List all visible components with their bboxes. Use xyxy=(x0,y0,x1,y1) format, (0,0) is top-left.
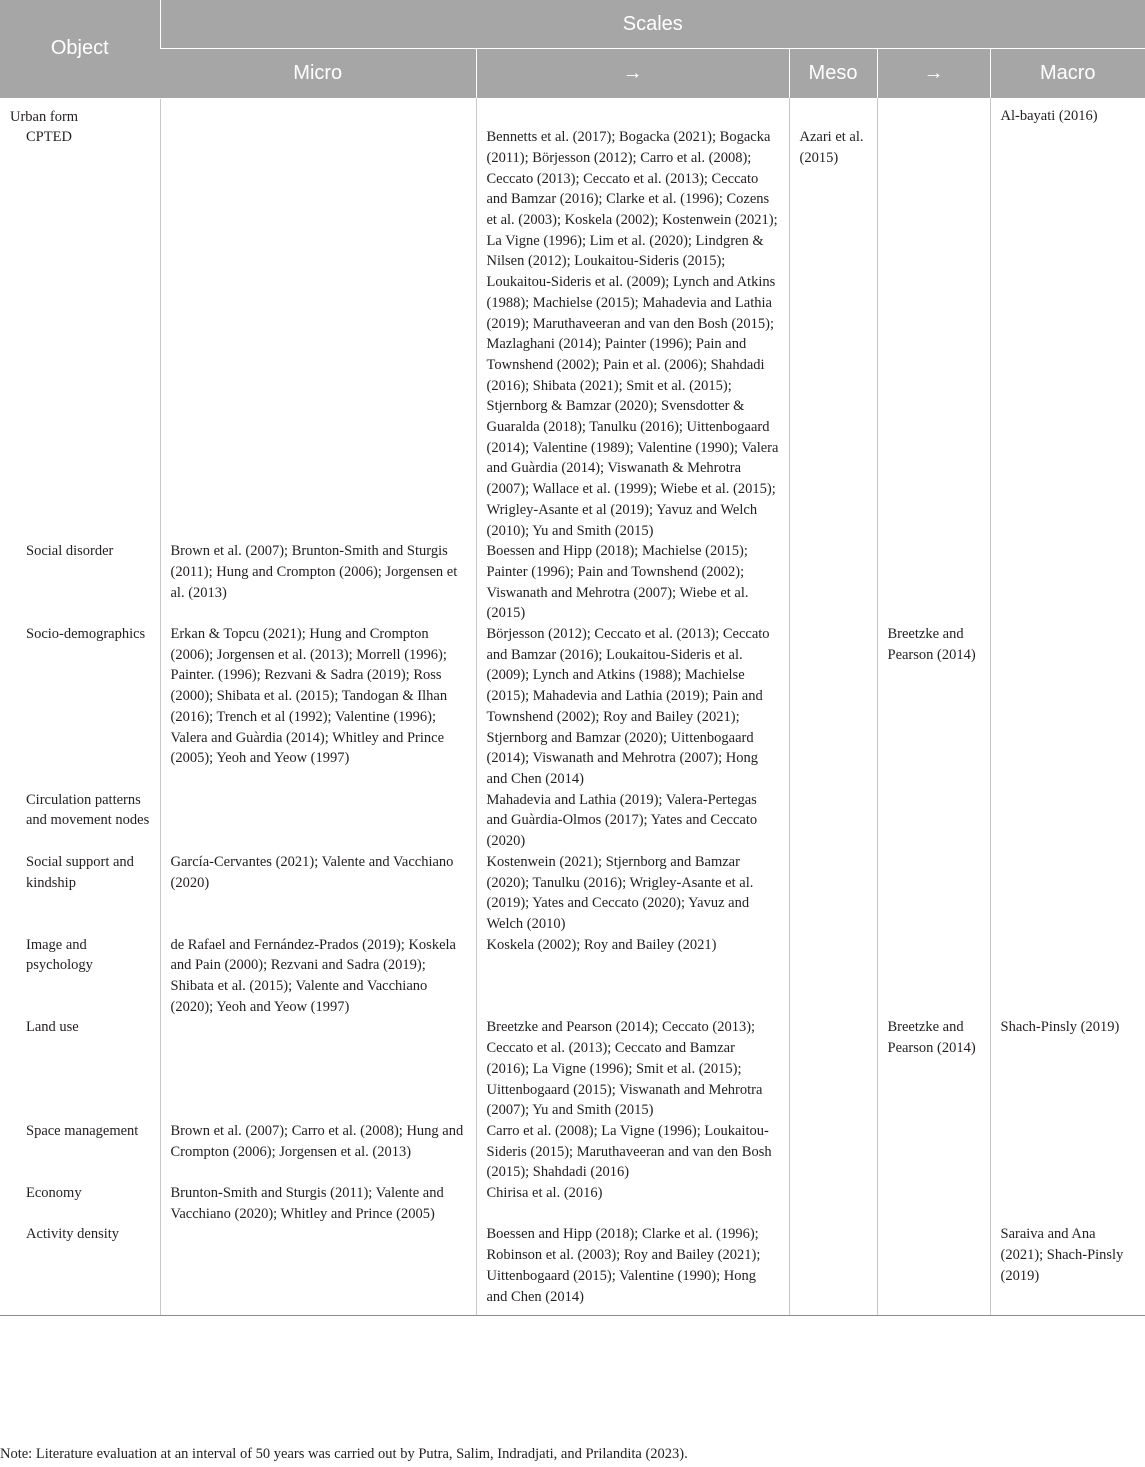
cell-micro-meso xyxy=(476,98,789,127)
group-label: Urban form xyxy=(10,108,79,125)
cell-object: Land use xyxy=(26,1019,79,1036)
table-row-group xyxy=(0,98,1145,127)
cell-micro-meso: Mahadevia and Lathia (2019); Valera-Pertegas and Guàrdia-Olmos (2017); Yates and Ceccato (2020) xyxy=(476,790,789,852)
cell-meso-macro xyxy=(877,98,990,127)
cell-micro: Brown et al. (2007); Carro et al. (2008); Hung and Crompton (2006); Jorgensen et al. (2013) xyxy=(160,1121,476,1183)
cell-micro-meso: Breetzke and Pearson (2014); Ceccato (2013); Ceccato et al. (2013); Ceccato and Bamzar (2016); La Vigne (1996); Smit et al. (2015); Uittenbogaard (2015); Viswanath and Mehrotra (2007); Yu and Smith (2015) xyxy=(476,1017,789,1121)
cell-object: Social support and kindship xyxy=(26,853,134,891)
table-row xyxy=(0,852,1145,935)
cell-macro: Saraiva and Ana (2021); Shach-Pinsly (2019) xyxy=(990,1224,1145,1315)
cell-meso-macro xyxy=(877,1121,990,1183)
table-row xyxy=(0,1017,1145,1121)
cell-meso xyxy=(789,935,877,1018)
cell-meso-macro xyxy=(877,852,990,935)
cell-meso-macro xyxy=(877,935,990,1018)
cell-object: Space management xyxy=(26,1122,139,1139)
cell-micro xyxy=(160,98,476,127)
cell-meso xyxy=(789,1183,877,1224)
table-row xyxy=(0,624,1145,790)
cell-macro xyxy=(990,935,1145,1018)
header-micro: Micro xyxy=(160,49,476,99)
cell-meso xyxy=(789,624,877,790)
cell-meso-macro xyxy=(877,790,990,852)
cell-micro-meso: Chirisa et al. (2016) xyxy=(476,1183,789,1224)
cell-micro xyxy=(160,127,476,541)
cell-meso xyxy=(789,852,877,935)
cell-object: Activity density xyxy=(0,1224,160,1315)
header-macro: Macro xyxy=(990,49,1145,99)
cell-object: Economy xyxy=(26,1185,82,1202)
cell-macro: Al-bayati (2016) xyxy=(990,98,1145,127)
cell-meso-macro xyxy=(877,1183,990,1224)
cell-object: Social disorder xyxy=(26,543,114,560)
table-note: Note: Literature evaluation at an interval of 50 years was carried out by Putra, Salim, Indradjati, and Prilandita (2023). xyxy=(0,1446,688,1462)
table-row xyxy=(0,127,1145,541)
cell-object: Image and psychology xyxy=(26,936,93,974)
cell-meso xyxy=(789,790,877,852)
cell-meso-macro xyxy=(877,127,990,541)
cell-macro xyxy=(990,127,1145,541)
cell-micro xyxy=(160,1017,476,1121)
cell-micro: Erkan & Topcu (2021); Hung and Crompton (2006); Jorgensen et al. (2013); Morrell (1996); Painter. (1996); Rezvani & Sadra (2019); Ross (2000); Shibata et al. (2015); Tandogan & Ilhan (2016); Trench et al (1992); Valentine (1996); Valera and Guàrdia (2014); Whitley and Prince (2005); Yeoh and Yeow (1997) xyxy=(160,624,476,790)
cell-micro: de Rafael and Fernández-Prados (2019); Koskela and Pain (2000); Rezvani and Sadra (2019); Shibata et al. (2015); Valente and Vacchiano (2020); Yeoh and Yeow (1997) xyxy=(160,935,476,1018)
cell-micro-meso: Boessen and Hipp (2018); Clarke et al. (1996); Robinson et al. (2003); Roy and Bailey (2021); Uittenbogaard (2015); Valentine (1990); Hong and Chen (2014) xyxy=(476,1224,789,1315)
cell-meso xyxy=(789,1017,877,1121)
cell-micro: Brunton-Smith and Sturgis (2011); Valente and Vacchiano (2020); Whitley and Prince (2005) xyxy=(160,1183,476,1224)
cell-meso xyxy=(789,1121,877,1183)
cell-micro-meso: Koskela (2002); Roy and Bailey (2021) xyxy=(476,935,789,1018)
cell-meso-macro xyxy=(877,541,990,624)
table-row xyxy=(0,935,1145,1018)
cell-micro xyxy=(160,1224,476,1315)
cell-object: Socio-demographics xyxy=(26,626,146,643)
header-object: Object xyxy=(0,0,160,98)
cell-meso xyxy=(789,1224,877,1315)
cell-micro: Brown et al. (2007); Brunton-Smith and Sturgis (2011); Hung and Crompton (2006); Jorgensen et al. (2013) xyxy=(160,541,476,624)
cell-macro: Shach-Pinsly (2019) xyxy=(990,1017,1145,1121)
table-row xyxy=(0,790,1145,852)
cell-meso xyxy=(789,98,877,127)
cell-micro-meso: Bennetts et al. (2017); Bogacka (2021); Bogacka (2011); Börjesson (2012); Carro et al. (2008); Ceccato (2013); Ceccato et al. (2013); Ceccato and Bamzar (2016); Clarke et al. (1996); Cozens et al. (2003); Koskela (2002); Kostenwein (2021); La Vigne (1996); Lim et al. (2020); Lindgren & Nilsen (2012); Loukaitou-Sideris (2015); Loukaitou-Sideris et al. (2009); Lynch and Atkins (1988); Machielse (2015); Mahadevia and Lathia (2019); Maruthaveeran and van den Bosh (2015); Mazlaghani (2014); Painter (1996); Pain and Townshend (2002); Pain et al. (2006); Shahdadi (2016); Shibata (2021); Smit et al. (2015); Stjernborg & Bamzar (2020); Svensdotter & Guaralda (2018); Tanulku (2016); Uittenbogaard (2014); Valentine (1989); Valentine (1990); Valera and Guàrdia (2014); Viswanath & Mehrotra (2007); Wallace et al. (1999); Wiebe et al. (2015); Wrigley-Asante et al (2019); Yavuz and Welch (2010); Yu and Smith (2015) xyxy=(476,127,789,541)
cell-macro xyxy=(990,1121,1145,1183)
cell-object: CPTED xyxy=(26,129,72,146)
header-meso: Meso xyxy=(789,49,877,99)
header-arrow-micro-meso: → xyxy=(476,49,789,99)
cell-micro: García-Cervantes (2021); Valente and Vacchiano (2020) xyxy=(160,852,476,935)
cell-micro-meso: Carro et al. (2008); La Vigne (1996); Loukaitou-Sideris (2015); Maruthaveeran and van den Bosh (2015); Shahdadi (2016) xyxy=(476,1121,789,1183)
table-row xyxy=(0,1224,1145,1315)
cell-micro xyxy=(160,790,476,852)
cell-meso: Azari et al. (2015) xyxy=(789,127,877,541)
header-arrow-meso-macro: → xyxy=(877,49,990,99)
cell-macro xyxy=(990,541,1145,624)
table-row xyxy=(0,541,1145,624)
cell-macro xyxy=(990,1183,1145,1224)
cell-meso-macro: Breetzke and Pearson (2014) xyxy=(877,624,990,790)
cell-meso xyxy=(789,541,877,624)
cell-micro-meso: Kostenwein (2021); Stjernborg and Bamzar (2020); Tanulku (2016); Wrigley-Asante et al. (2019); Yates and Ceccato (2020); Yavuz and Welch (2010) xyxy=(476,852,789,935)
table-row xyxy=(0,1183,1145,1224)
cell-micro-meso: Boessen and Hipp (2018); Machielse (2015); Painter (1996); Pain and Townshend (2002); Viswanath and Mehrotra (2007); Wiebe et al. (2015) xyxy=(476,541,789,624)
cell-micro-meso: Börjesson (2012); Ceccato et al. (2013); Ceccato and Bamzar (2016); Loukaitou-Sideris et al. (2009); Lynch and Atkins (1988); Machielse (2015); Mahadevia and Lathia (2019); Pain and Townshend (2002); Roy and Bailey (2021); Stjernborg and Bamzar (2020); Uittenbogaard (2014); Viswanath and Mehrotra (2007); Hong and Chen (2014) xyxy=(476,624,789,790)
cell-object: Circulation patterns and movement nodes xyxy=(26,791,150,829)
cell-macro xyxy=(990,790,1145,852)
cell-meso-macro xyxy=(877,1224,990,1315)
header-scales: Scales xyxy=(160,0,1145,49)
cell-macro xyxy=(990,852,1145,935)
cell-meso-macro: Breetzke and Pearson (2014) xyxy=(877,1017,990,1121)
cell-macro xyxy=(990,624,1145,790)
table-row xyxy=(0,1121,1145,1183)
